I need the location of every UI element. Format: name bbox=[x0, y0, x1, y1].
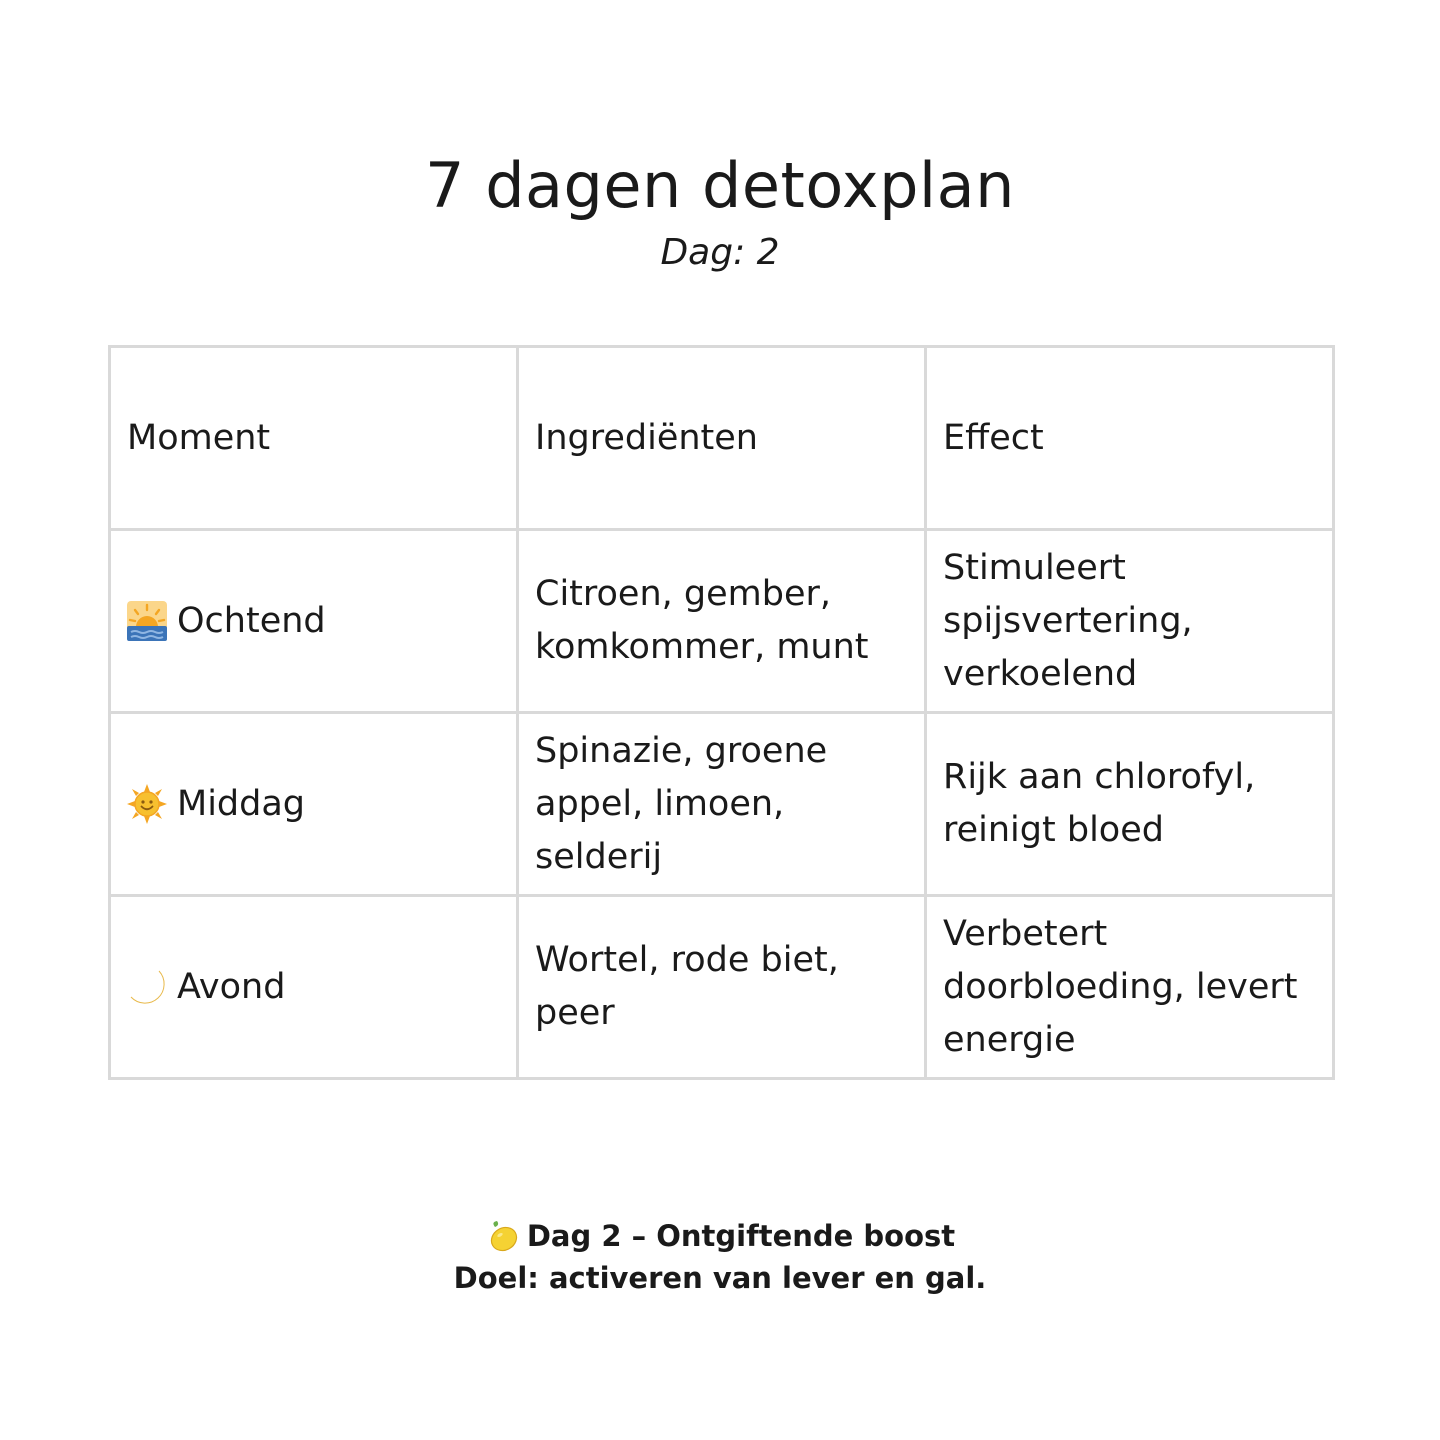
footer-heading-line bbox=[0, 1215, 1440, 1257]
moment-cell bbox=[110, 713, 518, 896]
table-row bbox=[110, 713, 1334, 896]
moment-cell bbox=[110, 896, 518, 1079]
column-header-effect: Effect bbox=[926, 347, 1334, 530]
footer-heading: Dag 2 – Ontgiftende boost bbox=[526, 1219, 956, 1253]
effect-cell: Verbetert doorbloeding, levert energie bbox=[926, 896, 1334, 1079]
effect-cell: Stimuleert spijsvertering, verkoelend bbox=[926, 530, 1334, 713]
moment-label: Middag bbox=[177, 783, 306, 824]
crescent-moon-icon bbox=[127, 967, 167, 1007]
ingredients-cell: Wortel, rode biet, peer bbox=[518, 896, 926, 1079]
ingredients-cell: Citroen, gember, komkommer, munt bbox=[518, 530, 926, 713]
page-title: 7 dagen detoxplan bbox=[425, 149, 1015, 222]
moment-cell bbox=[110, 530, 518, 713]
column-header-ingredients: Ingrediënten bbox=[518, 347, 926, 530]
moment-label: Avond bbox=[177, 966, 286, 1007]
lemon-icon bbox=[485, 1218, 521, 1254]
detox-table bbox=[108, 345, 1335, 1080]
column-header-moment: Moment bbox=[110, 347, 518, 530]
sunrise-icon bbox=[127, 601, 167, 641]
footer-goal: Doel: activeren van lever en gal. bbox=[453, 1261, 987, 1295]
footer-note bbox=[0, 1215, 1440, 1299]
table-header-row bbox=[110, 347, 1334, 530]
sun-face-icon bbox=[127, 784, 167, 824]
ingredients-cell: Spinazie, groene appel, limoen, selderij bbox=[518, 713, 926, 896]
table-row bbox=[110, 896, 1334, 1079]
table-row bbox=[110, 530, 1334, 713]
page-subtitle: Dag: 2 bbox=[660, 232, 780, 273]
moment-label: Ochtend bbox=[177, 600, 326, 641]
effect-cell: Rijk aan chlorofyl, reinigt bloed bbox=[926, 713, 1334, 896]
